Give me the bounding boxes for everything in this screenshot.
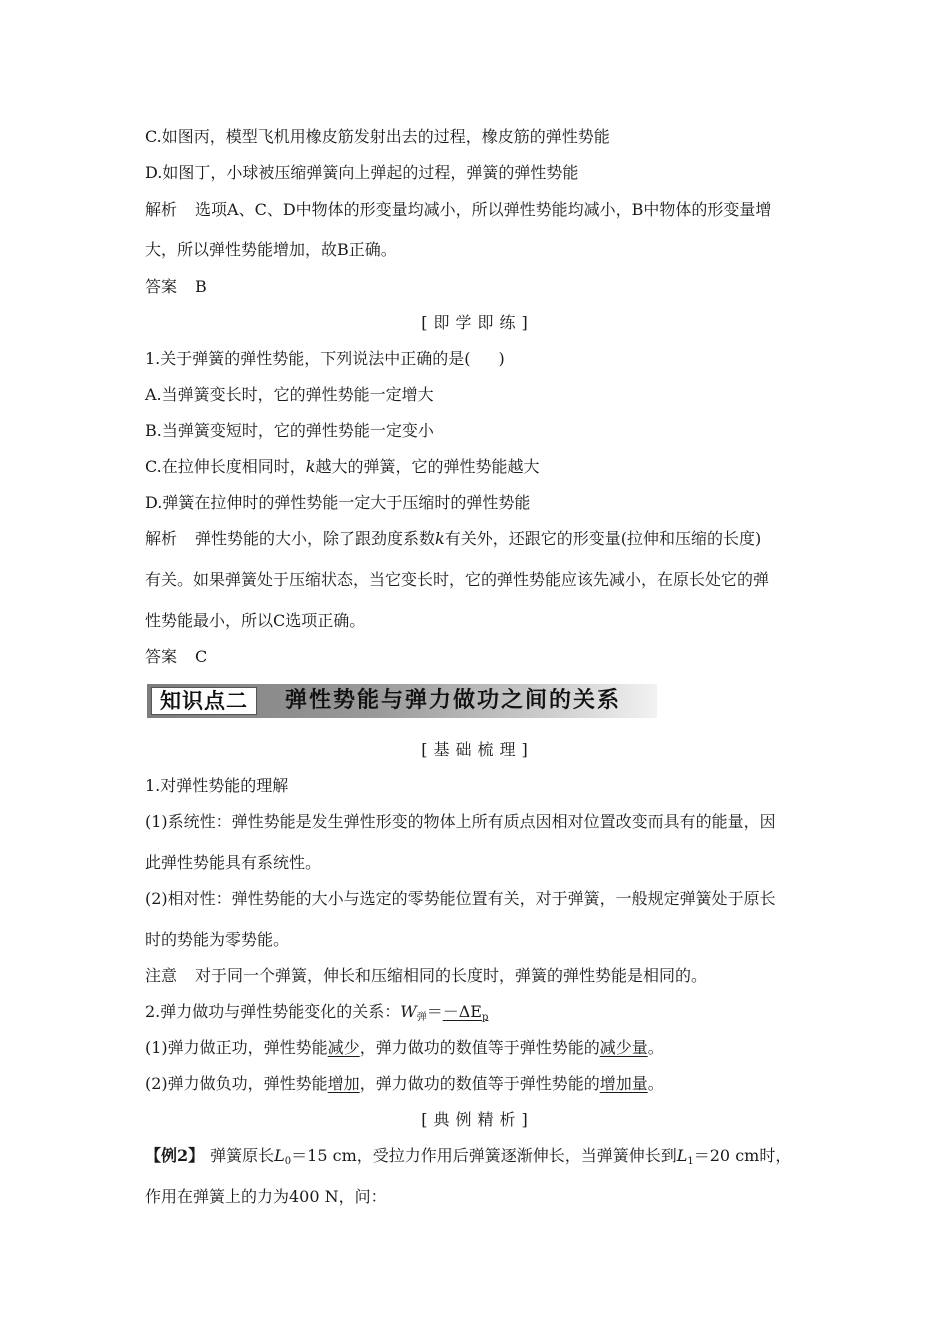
variable-l1: L [676, 1146, 688, 1165]
answer-label: 答案 [145, 277, 178, 296]
section-heading-example: [典例精析] [421, 1110, 534, 1129]
analysis-label: 解析 [145, 529, 178, 548]
question-1-line: 1.关于弹簧的弹性势能，下列说法中正确的是( ) [145, 349, 505, 368]
point-1-relative-line-a: (2)相对性：弹性势能的大小与选定的零势能位置有关，对于弹簧，一般规定弹簧处于原长 [145, 889, 776, 908]
filled-blank: 增加量 [599, 1074, 648, 1093]
analysis-label: 解析 [145, 200, 178, 219]
answer-label: 答案 [145, 647, 178, 666]
option-c-line [145, 127, 810, 147]
point-2-positive-work: (1)弹力做正功，弹性势能减少，弹力做功的数值等于弹性势能的减少量。 [145, 1038, 664, 1057]
analysis-text: 大，所以弹性势能增加，故B正确。 [145, 240, 397, 259]
variable-k: k [305, 457, 316, 476]
point-2-negative-work: (2)弹力做负功，弹性势能增加，弹力做功的数值等于弹性势能的增加量。 [145, 1074, 664, 1093]
variable-k: k [435, 529, 445, 548]
point-1-relative-line-b: 时的势能为零势能。 [145, 930, 290, 949]
question-1-option-b: B.当弹簧变短时，它的弹性势能一定变小 [145, 421, 434, 440]
section-heading-practice: [即学即练] [421, 313, 534, 332]
knowledge-point-title: 弹性势能与弹力做功之间的关系 [285, 688, 622, 713]
note-line: 注意 对于同一个弹簧，伸长和压缩相同的长度时，弹簧的弹性势能是相同的。 [145, 966, 708, 985]
example-2-line-a: 【例2】 弹簧原长$L_0=15$ cm，受拉力作用后弹簧逐渐伸长，当弹簧伸长到$L_1=20$ cm时， [145, 1146, 792, 1167]
question-text: 1.关于弹簧的弹性势能，下列说法中正确的是( [145, 349, 471, 368]
question-1-option-a: A.当弹簧变长时，它的弹性势能一定增大 [145, 385, 434, 404]
variable-l0: L [274, 1146, 285, 1165]
filled-blank: 增加 [327, 1074, 360, 1093]
section-heading-basics: [基础梳理] [421, 740, 534, 759]
answer-value: C [195, 647, 208, 666]
point-1-title: 1.对弹性势能的理解 [145, 776, 289, 795]
point-2-title: 2.弹力做功与弹性势能变化的关系：$W_弹=-\Delta E_p$ [145, 1002, 489, 1023]
analysis-2-line-a: 解析 弹性势能的大小，除了跟劲度系数k有关外，还跟它的形变量(拉伸和压缩的长度) [145, 529, 762, 548]
point-1-systemic-line-a: (1)系统性：弹性势能是发生弹性形变的物体上所有质点因相对位置改变而具有的能量，因 [145, 812, 776, 831]
answer-value: B [195, 277, 207, 296]
analysis-2-line-c: 性势能最小，所以C选项正确。 [145, 611, 366, 630]
option-d-line [145, 163, 810, 183]
example-label: 【例2】 [145, 1146, 205, 1165]
option-d-text: D.如图丁，小球被压缩弹簧向上弹起的过程，弹簧的弹性势能 [145, 163, 579, 182]
option-c-text: C.如图丙，模型飞机用橡皮筋发射出去的过程，橡皮筋的弹性势能 [145, 127, 610, 146]
question-1-option-c: C.在拉伸长度相同时，k越大的弹簧，它的弹性势能越大 [145, 457, 540, 476]
knowledge-point-banner [147, 684, 657, 718]
filled-blank: 减少量 [599, 1038, 648, 1057]
question-1-option-d: D.弹簧在拉伸时的弹性势能一定大于压缩时的弹性势能 [145, 493, 531, 512]
analysis-1-line-a [145, 200, 810, 220]
filled-blank: 减少 [327, 1038, 360, 1057]
formula-blank: $-\Delta E_p$ [442, 1002, 489, 1023]
variable-w: W [400, 1002, 417, 1021]
answer-2-line [145, 647, 810, 667]
point-1-systemic-line-b: 此弹性势能具有系统性。 [145, 853, 322, 872]
knowledge-point-tag: 知识点二 [151, 687, 257, 715]
example-2-line-b: 作用在弹簧上的力为400 N，问： [145, 1187, 387, 1206]
analysis-text: 选项A、C、D中物体的形变量均减小，所以弹性势能均减小，B中物体的形变量增 [195, 200, 772, 219]
analysis-1-line-b [145, 240, 810, 260]
analysis-2-line-b: 有关。如果弹簧处于压缩状态，当它变长时，它的弹性势能应该先减小，在原长处它的弹 [145, 570, 770, 589]
note-label: 注意 [145, 966, 178, 985]
answer-1-line [145, 277, 810, 297]
